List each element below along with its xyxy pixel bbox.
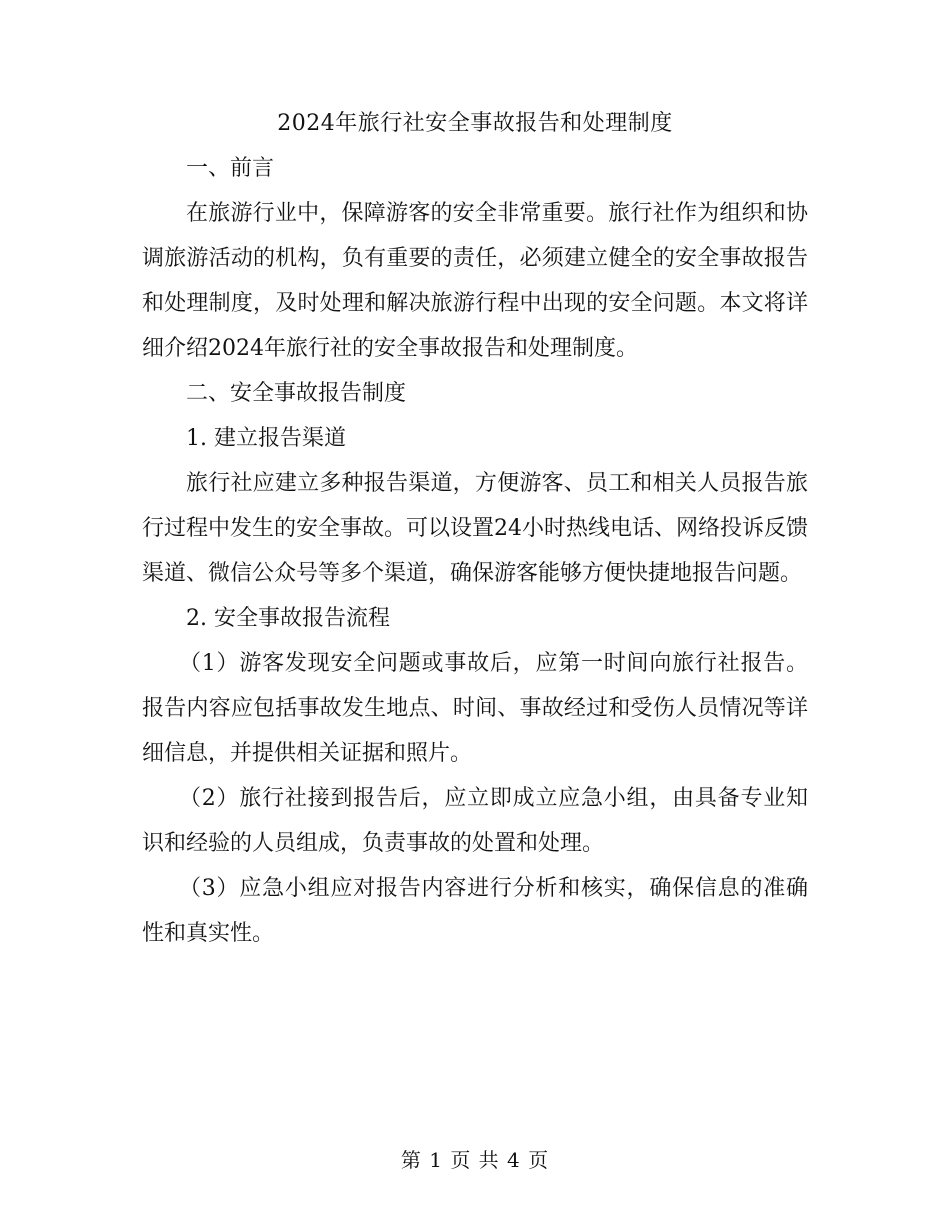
- paragraph-process-step-2: （2）旅行社接到报告后，应立即成立应急小组，由具备专业知识和经验的人员组成，负责事故的处置和处理。: [142, 786, 808, 856]
- paragraph-preface: 在旅游行业中，保障游客的安全非常重要。旅行社作为组织和协调旅游活动的机构，负有重要的责任，必须建立健全的安全事故报告和处理制度，及时处理和解决旅游行程中出现的安全问题。本文将详细介绍2024年旅行社的安全事故报告和处理制度。: [142, 201, 808, 361]
- section-heading-reporting-system: 二、安全事故报告制度: [186, 381, 407, 406]
- subsection-heading-reporting-channels: 1. 建立报告渠道: [186, 426, 346, 451]
- section-heading-preface: 一、前言: [186, 156, 275, 181]
- paragraph-process-step-1: （1）游客发现安全问题或事故后，应第一时间向旅行社报告。报告内容应包括事故发生地点、时间、事故经过和受伤人员情况等详细信息，并提供相关证据和照片。: [142, 651, 808, 766]
- document-body: [142, 102, 808, 956]
- document-title: 2024年旅行社安全事故报告和处理制度: [277, 111, 673, 136]
- subsection-heading-reporting-process: 2. 安全事故报告流程: [186, 606, 390, 631]
- page-number-footer: 第 1 页 共 4 页: [400, 1148, 550, 1172]
- paragraph-reporting-channels: 旅行社应建立多种报告渠道，方便游客、员工和相关人员报告旅行过程中发生的安全事故。可以设置24小时热线电话、网络投诉反馈渠道、微信公众号等多个渠道，确保游客能够方便快捷地报告问题。: [142, 471, 808, 586]
- paragraph-process-step-3: （3）应急小组应对报告内容进行分析和核实，确保信息的准确性和真实性。: [142, 876, 808, 946]
